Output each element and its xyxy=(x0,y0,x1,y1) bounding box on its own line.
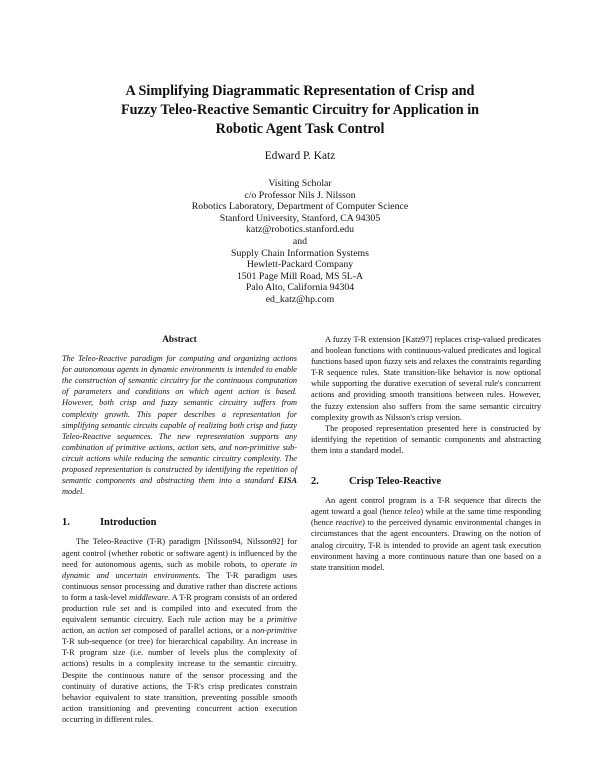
eisa-term: EISA xyxy=(278,476,297,486)
section-1-paragraph-3: The proposed representation presented here is constructed by identifying the repetition of semantic components and abstracting them into a standard model. xyxy=(311,423,541,455)
text-run: action, an xyxy=(62,626,98,636)
affiliation-line: Stanford University, Stanford, CA 94305 xyxy=(219,212,381,224)
left-column xyxy=(62,335,297,725)
emphasis: reactive xyxy=(335,518,363,528)
section-1-paragraph-2: A fuzzy T-R extension [Katz97] replaces crisp-valued predicates and boolean functions with continuous-valued predicates and logical functions based upon fuzzy sets and relaxes the constraints regarding T-R sequence rules. State transition-like behavior is now optional while supporting the durative execution of several rule's concurrent actions and providing smooth transitions between rules. However, the fuzzy extension also suffers from the same semantic circuitry complexity growth as Nilsson's crisp version. xyxy=(311,335,541,422)
affiliation-line: Robotics Laboratory, Department of Computer Science xyxy=(191,201,409,213)
emphasis: operate in dynamic and uncertain environments xyxy=(62,559,297,580)
emphasis: middleware xyxy=(129,592,168,602)
affiliation-block xyxy=(0,178,600,306)
paper-title xyxy=(100,82,500,139)
author-name: Edward P. Katz xyxy=(264,150,336,162)
right-column xyxy=(311,334,541,573)
text-run: ) to the perceived dynamic environmental changes in circumstances that the agent encounters. Drawing on the notion of analog circuitry, T-R is intended to provide an agent task execution environment having a more continuous nature than one based on a state transition model. xyxy=(311,518,541,572)
section-2-heading xyxy=(311,476,541,487)
abstract-text xyxy=(62,353,297,497)
text-run: . A T-R program consists of an ordered production rule set and is compiled into and executed from the equivalent semantic circuitry. Each rule action may be a xyxy=(62,592,297,625)
abstract-text-part: model. xyxy=(62,487,85,497)
text-run: T-R sub-sequence (or tree) for hierarchical capability. An increase in T-R program size (i.e. number of levels plus the complexity of actions) results in a complexity increase to the semantic circuitry. Despite the continuous nature of the sensor processing and the continuity of durative actions, the T-R's crisp predicates constrain behavior equivalent to state transition, preventing possible smooth action transitioning and preventing concurrent action execution occurring in different rules. xyxy=(62,637,297,724)
text-run: The Teleo-Reactive (T-R) paradigm [Nilsson94, Nilsson92] for agent control (whether robotic or software agent) is influenced by the need for autonomous agents, such as mobile robots, to xyxy=(62,537,297,569)
affiliation-email: katz@robotics.stanford.edu xyxy=(245,224,355,236)
title-line: Robotic Agent Task Control xyxy=(215,121,385,137)
section-1-paragraph-1 xyxy=(62,536,297,725)
emphasis: action set xyxy=(97,626,131,636)
abstract-heading: Abstract xyxy=(162,335,197,345)
emphasis: non-primitive xyxy=(251,626,297,636)
affiliation-line: Visiting Scholar xyxy=(268,178,332,189)
abstract-text-part: The Teleo-Reactive paradigm for computing and organizing actions for autonomous agents in dynamic environments is intended to enable the construction of semantic circuitry for the continuous computation of parameters and conditions on which agent action is based. However, both crisp and fuzzy semantic circuitry suffers from complexity growth. This paper describes a representation for simplifying semantic circuits capable of realizing both crisp and fuzzy Teleo-Reactive sequences. The new representation supports any combination of primitive actions, action sets, and non-primitive sub-circuit actions while reducing the semantic circuitry complexity. The proposed representation is constructed by identifying the repetition of semantic components and abstracting them into a standard xyxy=(62,354,297,486)
affiliation-line: c/o Professor Nils J. Nilsson xyxy=(244,189,356,201)
title-line: A Simplifying Diagrammatic Representation of Crisp and xyxy=(125,83,475,99)
section-number: 2. xyxy=(311,476,319,488)
affiliation-line: and xyxy=(292,235,308,247)
text-run: . The T-R paradigm uses continuous sensor processing and durative rather than discrete actions to form a task-level xyxy=(62,570,297,602)
section-title: Crisp Teleo-Reactive xyxy=(349,476,442,488)
affiliation-line: Palo Alto, California 94304 xyxy=(245,282,355,294)
affiliation-line: 1501 Page Mill Road, MS 5L-A xyxy=(236,270,364,282)
text-run: An agent control program is a T-R sequence that directs the agent toward a goal (hence xyxy=(311,496,541,517)
affiliation-email: ed_katz@hp.com xyxy=(265,293,335,305)
emphasis: teleo xyxy=(404,507,421,517)
affiliation-line: Supply Chain Information Systems xyxy=(231,247,369,259)
affiliation-line: Hewlett-Packard Company xyxy=(246,259,354,271)
text-run: ) while at the same time responding (hence xyxy=(311,507,541,528)
section-1-heading xyxy=(62,517,297,528)
emphasis: primitive xyxy=(267,615,297,625)
section-title: Introduction xyxy=(100,517,157,529)
text-run: composed of parallel actions, or a xyxy=(130,626,252,636)
section-number: 1. xyxy=(62,517,70,529)
section-2-paragraph-1 xyxy=(311,495,541,573)
title-line: Fuzzy Teleo-Reactive Semantic Circuitry for Application in xyxy=(120,102,480,118)
